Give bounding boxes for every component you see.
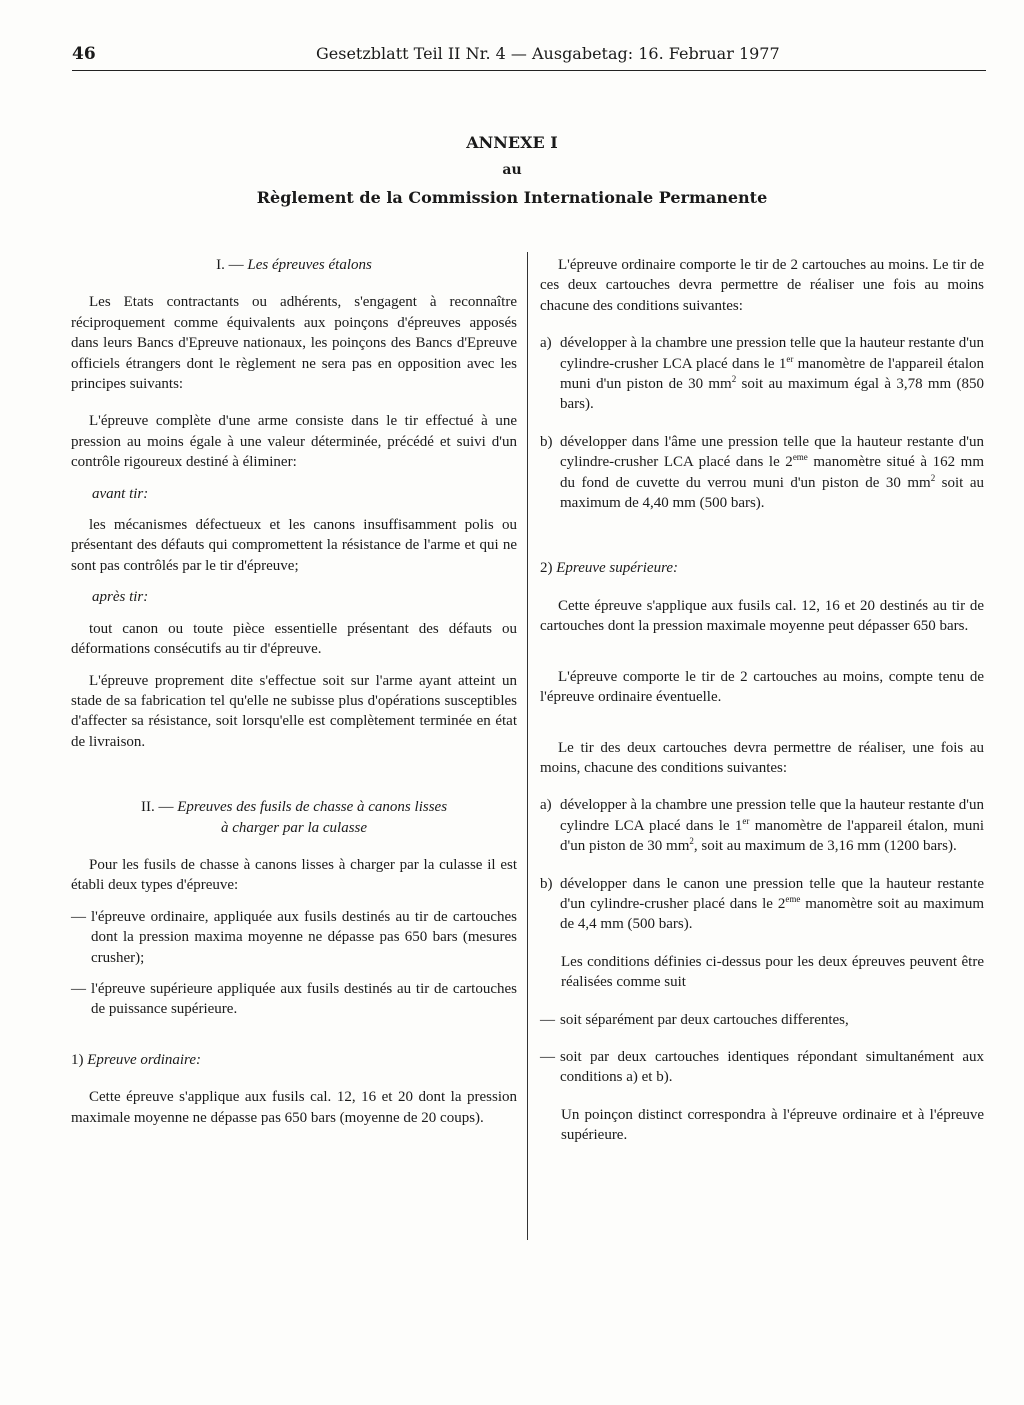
annex-title: ANNEXE I — [466, 133, 558, 152]
column-divider — [527, 252, 528, 1240]
paragraph: Pour les fusils de chasse à canons lisses à charger par la culasse il est établi deux types d'épreuve: — [71, 856, 517, 894]
page-number: 46 — [72, 44, 96, 64]
list-item: — l'épreuve supérieure appliquée aux fusils destinés au tir de cartouches de puissance supérieure. — [71, 980, 517, 1018]
paragraph: Cette épreuve s'applique aux fusils cal. 12, 16 et 20 dont la pression maximale moyenne ne dépasse pas 650 bars (moyenne de 20 coups). — [71, 1089, 517, 1126]
paragraph: Le tir des deux cartouches devra permettre de réaliser, une fois au moins, chacune des conditions suivantes: — [540, 739, 984, 776]
section-heading-1: I. — Les épreuves étalons — [216, 257, 372, 273]
subsection-heading-1: 1) Epreuve ordinaire: — [71, 1051, 201, 1068]
right-column — [540, 255, 984, 1146]
list-item: — soit séparément par deux cartouches differentes, — [540, 1011, 849, 1028]
annex-subtitle: Règlement de la Commission Internationale Permanente — [256, 188, 768, 207]
paragraph: tout canon ou toute pièce essentielle présentant des défauts ou déformations consécutifs au tir d'épreuve. — [71, 620, 517, 658]
list-item: b) développer dans le canon une pression telle que la hauteur restante d'un cylindre-crusher placé dans le 2eme manomètre soit au maximum de 4,4 mm (500 bars). — [540, 875, 984, 933]
subheading-apres-tir: après tir: — [92, 589, 149, 606]
list-item: a) développer à la chambre une pression telle que la hauteur restante d'un cylindre LCA placé dans le 1er manomètre de l'appareil étalon, muni d'un piston de 30 $mm^2$, soit au maximum de 3,16 mm (1200 bars). — [540, 797, 984, 855]
paragraph: Cette épreuve s'applique aux fusils cal. 12, 16 et 20 destinés au tir de cartouches dont la pression maximale moyenne peut dépasser 650 bars. — [540, 597, 984, 635]
left-column — [71, 255, 517, 1128]
section-heading-2-line2: à charger par la culasse — [220, 819, 368, 836]
paragraph: L'épreuve comporte le tir de 2 cartouches au moins, compte tenu de l'épreuve ordinaire éventuelle. — [540, 668, 984, 706]
running-head: Gesetzblatt Teil II Nr. 4 — Ausgabetag: 16. Februar 1977 — [316, 44, 780, 63]
list-item: b) développer dans l'âme une pression telle que la hauteur restante d'un cylindre-crusher LCA placé dans le 2eme manomètre situé à 162 mm du fond de cuvette du verrou muni d'un piston de 30 $mm^2$ soit au maximum de 4,40 mm (500 bars). — [540, 433, 984, 512]
page-header — [72, 44, 986, 71]
list-item: — l'épreuve ordinaire, appliquée aux fusils destinés au tir de cartouches dont la pression maxima moyenne ne dépasse pas 650 bars (mesures crusher); — [71, 908, 517, 966]
subsection-heading-2: 2) Epreuve supérieure: — [540, 560, 679, 577]
paragraph: Les Etats contractants ou adhérents, s'engagent à reconnaître réciproquement comme équivalents aux poinçons d'épreuves apposés dans leurs Bancs d'Epreuve nationaux, les poinçons des Bancs d'Epreuve officiels étrangers dont le règlement ne sera pas en opposition avec les principes suivants: — [71, 294, 517, 393]
paragraph: les mécanismes défectueux et les canons insuffisamment polis ou présentant des défauts qui compromettent la résistance de l'arme et qui ne sont pas contrôlés par le tir d'épreuve; — [71, 517, 517, 574]
paragraph: L'épreuve ordinaire comporte le tir de 2 cartouches au moins. Le tir de ces deux cartouches devra permettre de réaliser une fois au moins chacune des conditions suivantes: — [540, 257, 984, 314]
section-heading-2: II. — Epreuves des fusils de chasse à canons lisses — [140, 799, 448, 816]
list-item: — soit par deux cartouches identiques répondant simultanément aux conditions a) et b). — [540, 1048, 984, 1086]
list-item: a) développer à la chambre une pression telle que la hauteur restante d'un cylindre-crusher LCA placé dans le 1er manomètre de l'appareil étalon muni d'un piston de 30 $mm^2$ soit au maximum égal à 3,78 mm (850 bars). — [540, 335, 985, 413]
annex-au: au — [502, 162, 522, 178]
paragraph: Un poinçon distinct correspondra à l'épreuve ordinaire et à l'épreuve supérieure. — [561, 1106, 984, 1144]
paragraph: L'épreuve proprement dite s'effectue soit sur l'arme ayant atteint un stade de sa fabrication tel qu'elle ne subisse plus d'opérations susceptibles d'affecter sa résistance, soit lorsqu'elle est complètement terminée en état de livraison. — [71, 672, 517, 750]
paragraph: L'épreuve complète d'une arme consiste dans le tir effectué à une pression au moins égale à une valeur déterminée, précédé et suivi d'un contrôle rigoureux destiné à éliminer: — [71, 413, 517, 471]
paragraph: Les conditions définies ci-dessus pour les deux épreuves peuvent être réalisées comme suit — [561, 953, 984, 991]
subheading-avant-tir: avant tir: — [92, 485, 149, 502]
